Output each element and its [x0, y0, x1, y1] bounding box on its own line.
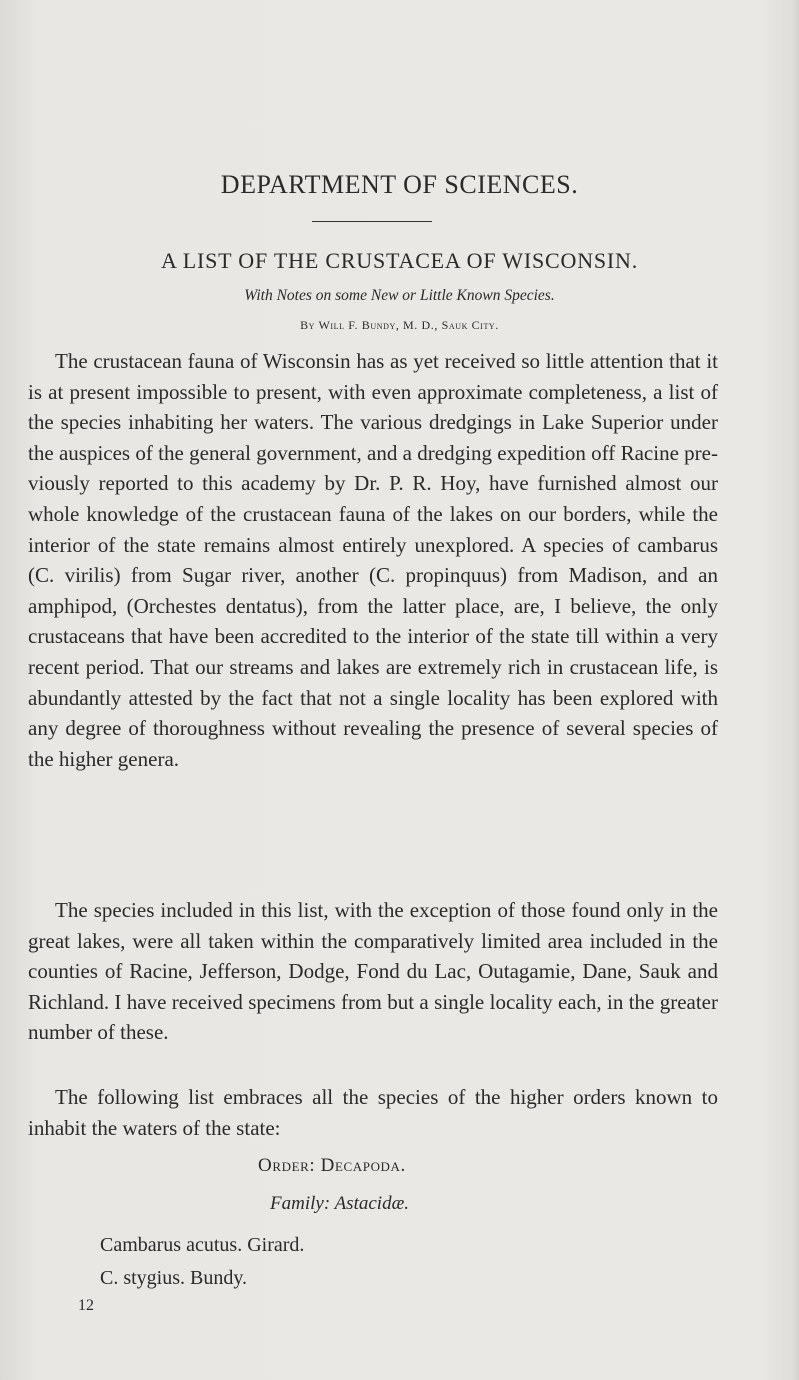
paragraph-intro: The crustacean fauna of Wisconsin has as yet received so little attention that it is at present impossible to present, with even approximate completeness, a list of the species inhabiting her waters. The various dredgings in Lake Superior under the auspices of the general government, and a dredging expedition off Racine previously reported to this academy by Dr. P. R. Hoy, have furnished almost our whole knowledge of the crustacean fauna of the lakes on our borders, while the interior of the state remains almost entirely unexplored. A species of cambarus (C. virilis) from Sugar river, another (C. propinquus) from Madison, and an amphipod, (Orchestes dentatus), from the latter place, are, I believe, the only crustaceans that have been accredited to the interior of the state till within a very recent period. That our streams and lakes are extremely rich in crustacean life, is abundantly attested by the fact that not a single locality has been explored with any degree of thoroughness without revealing the presence of several species of the higher genera. — [28, 349, 718, 771]
page-number: 12 — [78, 1297, 94, 1314]
family-label: Family: — [270, 1193, 331, 1214]
species-entry: Cambarus acutus. Girard. — [100, 1234, 305, 1256]
article-title: A LIST OF THE CRUSTACEA OF WISCONSIN. — [160, 248, 639, 273]
department-heading: DEPARTMENT OF SCIENCES. — [220, 170, 579, 199]
family-name: Astacidæ. — [334, 1193, 409, 1214]
order-heading: Order: Decapoda. — [258, 1155, 406, 1176]
paragraph-list-intro: The following list embraces all the species of the higher orders known to inhabit the waters of the state: — [28, 1085, 718, 1140]
heading-divider — [312, 221, 432, 222]
species-entry: C. stygius. Bundy. — [100, 1267, 248, 1289]
family-heading — [270, 1193, 409, 1215]
author-byline: By Will F. Bundy, M. D., Sauk City. — [300, 318, 499, 332]
paragraph-localities: The species included in this list, with the exception of those found only in the great lakes, were all taken within the comparatively limited area included in the counties of Racine, Jefferson, Dodge, Fond du Lac, Outagamie, Dane, Sauk and Richland. I have received specimens from but a single locality each, in the greater number of these. — [28, 898, 718, 1045]
article-subtitle: With Notes on some New or Little Known Species. — [244, 287, 555, 304]
page-edge-shadow — [794, 0, 799, 1380]
